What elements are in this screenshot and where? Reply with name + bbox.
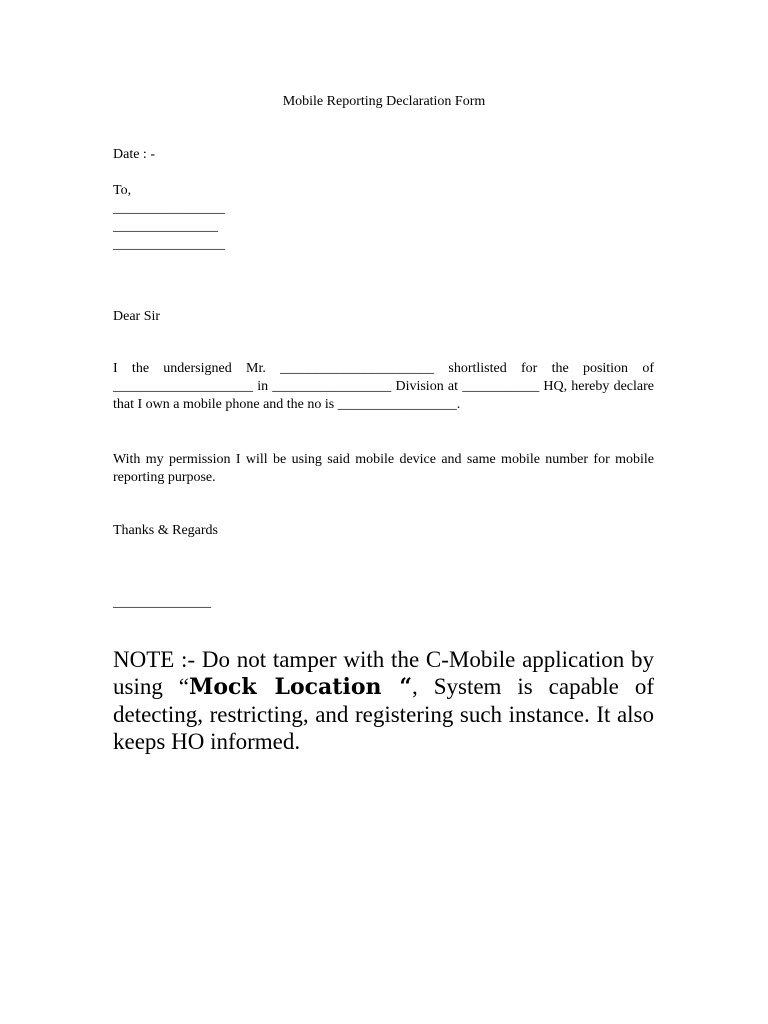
address-line-3: ________________	[113, 237, 225, 252]
permission-paragraph: With my permission I will be using said mobile device and same mobile number for mobile reporting purpose.	[113, 452, 654, 485]
closing: Thanks & Regards	[113, 523, 218, 538]
signature-line: ______________	[113, 595, 211, 610]
address-line-2: _______________	[113, 219, 218, 234]
address-line-1: ________________	[113, 201, 225, 216]
note-bold-text: Mock Location “	[189, 674, 413, 700]
form-title: Mobile Reporting Declaration Form	[282, 94, 486, 109]
to-label: To,	[113, 183, 132, 198]
date-label: Date : -	[113, 147, 155, 162]
salutation: Dear Sir	[113, 309, 161, 324]
declaration-paragraph: I the undersigned Mr. ______________________ shortlisted for the position of ____________________ in _________________ Division at ___________ HQ, hereby declare that I own a mobile phone and the no is _________________.	[113, 361, 654, 412]
note-prefix: NOTE :- Do not tamper with the C-Mobile application by using “	[113, 647, 654, 699]
note-suffix: , System is capable of detecting, restricting, and registering such instance. It also keeps HO informed.	[113, 674, 654, 754]
note-paragraph	[113, 646, 654, 755]
